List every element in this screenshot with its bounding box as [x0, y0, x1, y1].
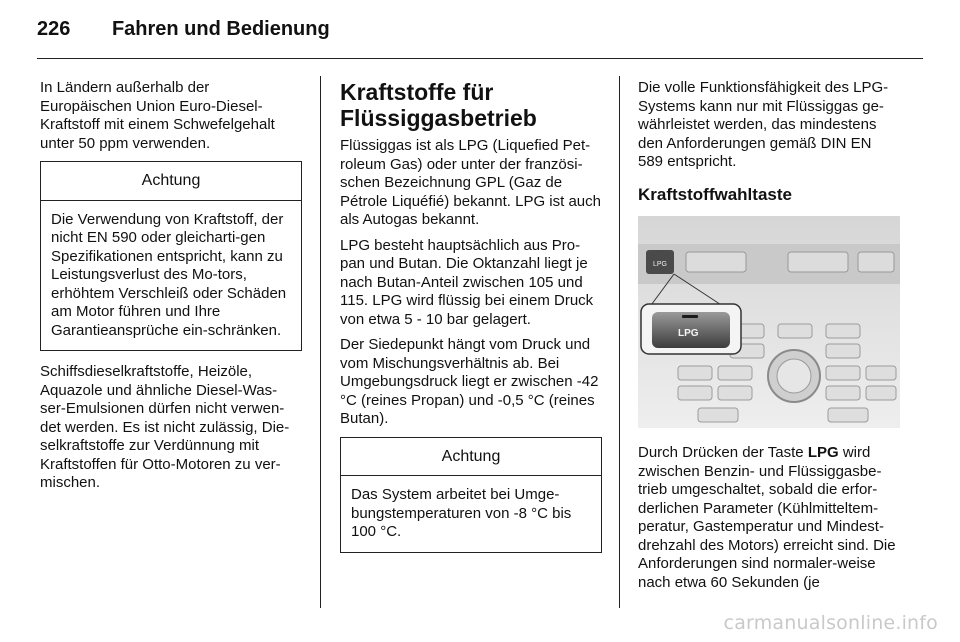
- page-number: 226: [37, 18, 71, 40]
- paragraph-text-start: Durch Drücken der Taste: [638, 444, 808, 461]
- paragraph: Schiffsdieselkraftstoffe, Heizöle, Aquazole und ähnliche Diesel-Was-ser-Emulsionen dürfen nicht verwen-det werden. Es ist nicht zulässig, Die-selkraftstoffe zur Verdünnung mit Kraftstoffen für Otto-Motoren zu ver-mischen.: [40, 363, 290, 491]
- header-rule: [37, 58, 923, 59]
- lpg-button-small-label: LPG: [653, 261, 668, 268]
- lpg-button-large-label: LPG: [678, 328, 699, 339]
- column-3: [638, 79, 900, 599]
- dashboard-lpg-button-illustration: [638, 216, 900, 428]
- warning-box: [340, 437, 602, 553]
- lpg-key-label: LPG: [807, 444, 839, 461]
- paragraph-text-end: wird zwischen Benzin- und Flüssiggasbe-trieb umgeschaltet, sobald die erfor-derlichen Parameter (Kühlmitteltem-peratur, Gastemperatur und Mindest-drehzahl des Motors) erreicht sind. Die Anforderungen sind normaler-weise nach etwa 60 Sekunden (je: [638, 444, 896, 591]
- warning-box: [40, 161, 302, 351]
- warning-body: Die Verwendung von Kraftstoff, der nicht EN 590 oder gleicharti-gen Spezifikationen entspricht, kann zu Leistungsverlust des Mo-tors, erhöhtem Verschleiß oder Schäden am Motor führen und Ihre Garantieansprüche ein-schränken.: [51, 210, 287, 339]
- section-title: Fahren und Bedienung: [111, 18, 330, 40]
- paragraph: Der Siedepunkt hängt vom Druck und vom Mischungsverhältnis ab. Bei Umgebungsdruck liegt er zwischen -42 °C (reines Propan) und -0,5 °C (reines Butan).: [340, 336, 599, 427]
- page-header: [37, 18, 330, 41]
- column-divider: [619, 76, 620, 608]
- column-2: [340, 79, 602, 565]
- column-divider: [320, 76, 321, 608]
- dashboard-svg: [638, 216, 900, 428]
- subsection-heading: Kraftstoffwahltaste: [638, 184, 792, 204]
- warning-title: Achtung: [341, 438, 601, 477]
- paragraph: Flüssiggas ist als LPG (Liquefied Pet-roleum Gas) oder unter der französi-schen Bezeichnung GPL (Gaz de Pétrole Liquéfié) bekannt. LPG ist auch als Autogas bekannt.: [340, 137, 601, 228]
- watermark: carmanualsonline.info: [723, 612, 938, 634]
- warning-title: Achtung: [41, 162, 301, 201]
- paragraph: Die volle Funktionsfähigkeit des LPG-Systems kann nur mit Flüssiggas ge-währleistet werden, das mindestens den Anforderungen gemäß DIN EN 589 entspricht.: [638, 79, 889, 170]
- warning-body: Das System arbeitet bei Umge-bungstemperaturen von -8 °C bis 100 °C.: [351, 486, 572, 540]
- section-heading: Kraftstoffe für Flüssiggasbetrieb: [340, 79, 537, 131]
- column-1: [40, 79, 302, 500]
- paragraph: [638, 444, 900, 592]
- intro-paragraph: In Ländern außerhalb der Europäischen Union Euro-Diesel-Kraftstoff mit einem Schwefelgehalt unter 50 ppm verwenden.: [40, 79, 275, 152]
- paragraph: LPG besteht hauptsächlich aus Pro-pan und Butan. Die Oktanzahl liegt je nach Butan-Anteil zwischen 105 und 115. LPG wird flüssig bei einem Druck von etwa 5 - 10 bar gelagert.: [340, 236, 594, 328]
